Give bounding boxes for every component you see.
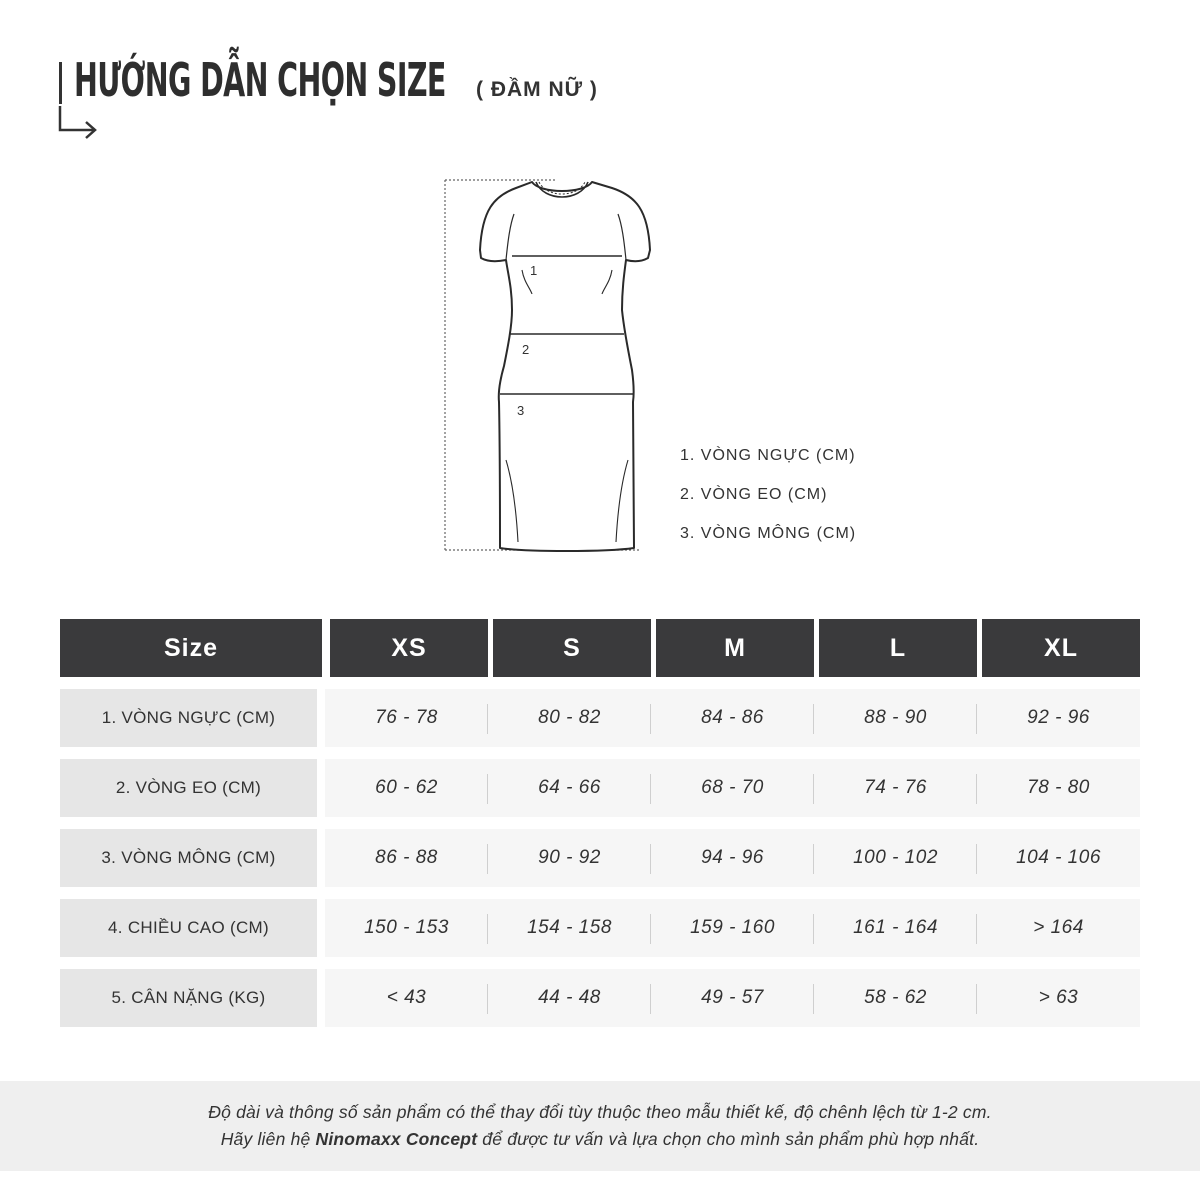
table-cell: 100 - 102 xyxy=(814,847,977,869)
row-label: 4. CHIỀU CAO (CM) xyxy=(60,899,317,957)
table-cell: 161 - 164 xyxy=(814,917,977,939)
header-accent-bar xyxy=(59,62,62,104)
table-cell: 88 - 90 xyxy=(814,707,977,729)
table-cell: 44 - 48 xyxy=(488,987,651,1009)
table-cell: 150 - 153 xyxy=(325,917,488,939)
size-header-l: L xyxy=(819,619,977,677)
table-row xyxy=(60,899,1140,957)
footer-line-2-pre: Hãy liên hệ xyxy=(220,1129,316,1149)
row-label: 3. VÒNG MÔNG (CM) xyxy=(60,829,317,887)
corner-arrow-icon xyxy=(58,104,100,140)
page-subtitle: ( ĐẦM NỮ ) xyxy=(476,78,598,101)
table-cell: 49 - 57 xyxy=(651,987,814,1009)
marker-waist: 2 xyxy=(522,342,530,357)
footer-note xyxy=(0,1081,1200,1171)
table-cell: 64 - 66 xyxy=(488,777,651,799)
table-cell: 84 - 86 xyxy=(651,707,814,729)
size-header-xl: XL xyxy=(982,619,1140,677)
table-row xyxy=(60,969,1140,1027)
table-cell: 92 - 96 xyxy=(1027,707,1090,728)
page-title: HƯỚNG DẪN CHỌN SIZE xyxy=(74,53,446,107)
table-cell: 86 - 88 xyxy=(325,847,488,869)
marker-hip: 3 xyxy=(517,403,525,418)
footer-line-2 xyxy=(221,1126,980,1153)
table-cell: 76 - 78 xyxy=(325,707,488,729)
row-label: 2. VÒNG EO (CM) xyxy=(60,759,317,817)
table-row xyxy=(60,829,1140,887)
table-cell: 90 - 92 xyxy=(488,847,651,869)
size-header-label: Size xyxy=(60,619,322,677)
marker-chest: 1 xyxy=(530,263,538,278)
table-cell: 60 - 62 xyxy=(325,777,488,799)
legend-hip: 3. VÒNG MÔNG (CM) xyxy=(680,525,857,542)
table-cell: 94 - 96 xyxy=(651,847,814,869)
table-cell: 68 - 70 xyxy=(651,777,814,799)
brand-name: Ninomaxx Concept xyxy=(315,1129,478,1149)
legend-chest: 1. VÒNG NGỰC (CM) xyxy=(680,447,856,464)
table-row xyxy=(60,759,1140,817)
footer-line-2-post: để được tư vấn và lựa chọn cho mình sản phẩm phù hợp nhất. xyxy=(477,1129,980,1149)
dress-outline xyxy=(480,182,650,551)
table-cell: < 43 xyxy=(325,987,488,1009)
size-header-s: S xyxy=(493,619,651,677)
table-cell: 74 - 76 xyxy=(814,777,977,799)
table-row xyxy=(60,689,1140,747)
size-header-m: M xyxy=(656,619,814,677)
table-cell: > 164 xyxy=(1033,917,1084,938)
dress-measurement-diagram xyxy=(436,170,656,560)
table-cell: 80 - 82 xyxy=(488,707,651,729)
size-table-header xyxy=(60,619,1140,677)
table-cell: 104 - 106 xyxy=(1016,847,1101,868)
measurement-legend xyxy=(680,445,940,562)
row-label: 5. CÂN NẶNG (KG) xyxy=(60,969,317,1027)
table-cell: > 63 xyxy=(1038,987,1079,1008)
size-table xyxy=(60,619,1140,1027)
size-header-xs: XS xyxy=(330,619,488,677)
legend-waist: 2. VÒNG EO (CM) xyxy=(680,486,828,503)
row-label: 1. VÒNG NGỰC (CM) xyxy=(60,689,317,747)
table-cell: 78 - 80 xyxy=(1027,777,1090,798)
table-cell: 58 - 62 xyxy=(814,987,977,1009)
table-cell: 159 - 160 xyxy=(651,917,814,939)
table-cell: 154 - 158 xyxy=(488,917,651,939)
footer-line-1: Độ dài và thông số sản phẩm có thể thay đổi tùy thuộc theo mẫu thiết kế, độ chênh lệch từ 1-2 cm. xyxy=(208,1102,992,1122)
